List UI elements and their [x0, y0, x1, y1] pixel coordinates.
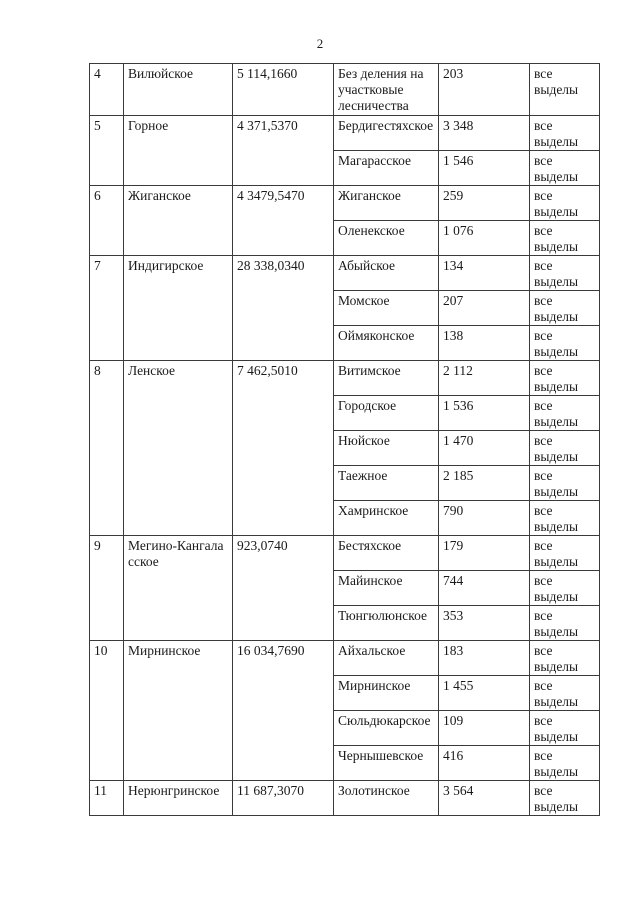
row-number-cell: 11	[90, 781, 124, 816]
district-name-cell: Городское	[334, 396, 439, 431]
scope-cell: все выделы	[530, 361, 600, 396]
count-cell: 1 470	[439, 431, 530, 466]
scope-cell: все выделы	[530, 466, 600, 501]
scope-cell: все выделы	[530, 326, 600, 361]
count-cell: 109	[439, 711, 530, 746]
forestry-name-cell: Индигирское	[124, 256, 233, 361]
district-name-cell: Магарасское	[334, 151, 439, 186]
scope-cell: все выделы	[530, 676, 600, 711]
table-row	[90, 256, 600, 291]
district-name-cell: Оймяконское	[334, 326, 439, 361]
row-number-cell: 4	[90, 64, 124, 116]
scope-cell: все выделы	[530, 396, 600, 431]
table-row	[90, 64, 600, 116]
row-number-cell: 9	[90, 536, 124, 641]
table-row	[90, 536, 600, 571]
area-cell: 923,0740	[233, 536, 334, 641]
scope-cell: все выделы	[530, 571, 600, 606]
forestry-name-cell: Мегино-Кангаласское	[124, 536, 233, 641]
count-cell: 183	[439, 641, 530, 676]
count-cell: 259	[439, 186, 530, 221]
forestry-name-cell: Мирнинское	[124, 641, 233, 781]
table-row	[90, 361, 600, 396]
scope-cell: все выделы	[530, 221, 600, 256]
count-cell: 2 185	[439, 466, 530, 501]
scope-cell: все выделы	[530, 116, 600, 151]
district-name-cell: Витимское	[334, 361, 439, 396]
scope-cell: все выделы	[530, 431, 600, 466]
count-cell: 138	[439, 326, 530, 361]
district-name-cell: Жиганское	[334, 186, 439, 221]
scope-cell: все выделы	[530, 536, 600, 571]
count-cell: 179	[439, 536, 530, 571]
area-cell: 16 034,7690	[233, 641, 334, 781]
count-cell: 3 348	[439, 116, 530, 151]
scope-cell: все выделы	[530, 606, 600, 641]
district-name-cell: Оленекское	[334, 221, 439, 256]
district-name-cell: Нюйское	[334, 431, 439, 466]
district-name-cell: Момское	[334, 291, 439, 326]
count-cell: 1 536	[439, 396, 530, 431]
row-number-cell: 6	[90, 186, 124, 256]
district-name-cell: Бестяхское	[334, 536, 439, 571]
row-number-cell: 5	[90, 116, 124, 186]
count-cell: 134	[439, 256, 530, 291]
district-name-cell: Без деления на участковые лесничества	[334, 64, 439, 116]
scope-cell: все выделы	[530, 781, 600, 816]
scope-cell: все выделы	[530, 186, 600, 221]
forestry-name-cell: Вилюйское	[124, 64, 233, 116]
table-row	[90, 781, 600, 816]
table-row	[90, 641, 600, 676]
forestry-name-cell: Жиганское	[124, 186, 233, 256]
district-name-cell: Тюнгюлюнское	[334, 606, 439, 641]
count-cell: 1 455	[439, 676, 530, 711]
row-number-cell: 10	[90, 641, 124, 781]
district-name-cell: Бердигестяхское	[334, 116, 439, 151]
table-row	[90, 186, 600, 221]
page-number: 2	[316, 36, 324, 51]
district-name-cell: Золотинское	[334, 781, 439, 816]
table-row	[90, 116, 600, 151]
area-cell: 7 462,5010	[233, 361, 334, 536]
scope-cell: все выделы	[530, 256, 600, 291]
district-name-cell: Мирнинское	[334, 676, 439, 711]
count-cell: 1 546	[439, 151, 530, 186]
count-cell: 3 564	[439, 781, 530, 816]
count-cell: 1 076	[439, 221, 530, 256]
area-cell: 11 687,3070	[233, 781, 334, 816]
district-name-cell: Сюльдюкарское	[334, 711, 439, 746]
district-name-cell: Абыйское	[334, 256, 439, 291]
district-name-cell: Чернышевское	[334, 746, 439, 781]
district-name-cell: Майинское	[334, 571, 439, 606]
scope-cell: все выделы	[530, 501, 600, 536]
count-cell: 353	[439, 606, 530, 641]
row-number-cell: 7	[90, 256, 124, 361]
forestry-name-cell: Нерюнгринское	[124, 781, 233, 816]
count-cell: 2 112	[439, 361, 530, 396]
count-cell: 790	[439, 501, 530, 536]
count-cell: 744	[439, 571, 530, 606]
forestry-table	[89, 63, 600, 816]
district-name-cell: Хамринское	[334, 501, 439, 536]
scope-cell: все выделы	[530, 64, 600, 116]
count-cell: 416	[439, 746, 530, 781]
scope-cell: все выделы	[530, 711, 600, 746]
area-cell: 5 114,1660	[233, 64, 334, 116]
scope-cell: все выделы	[530, 641, 600, 676]
area-cell: 4 371,5370	[233, 116, 334, 186]
district-name-cell: Айхальское	[334, 641, 439, 676]
area-cell: 4 3479,5470	[233, 186, 334, 256]
row-number-cell: 8	[90, 361, 124, 536]
forestry-name-cell: Горное	[124, 116, 233, 186]
scope-cell: все выделы	[530, 291, 600, 326]
count-cell: 203	[439, 64, 530, 116]
count-cell: 207	[439, 291, 530, 326]
forestry-name-cell: Ленское	[124, 361, 233, 536]
district-name-cell: Таежное	[334, 466, 439, 501]
scope-cell: все выделы	[530, 746, 600, 781]
area-cell: 28 338,0340	[233, 256, 334, 361]
scope-cell: все выделы	[530, 151, 600, 186]
